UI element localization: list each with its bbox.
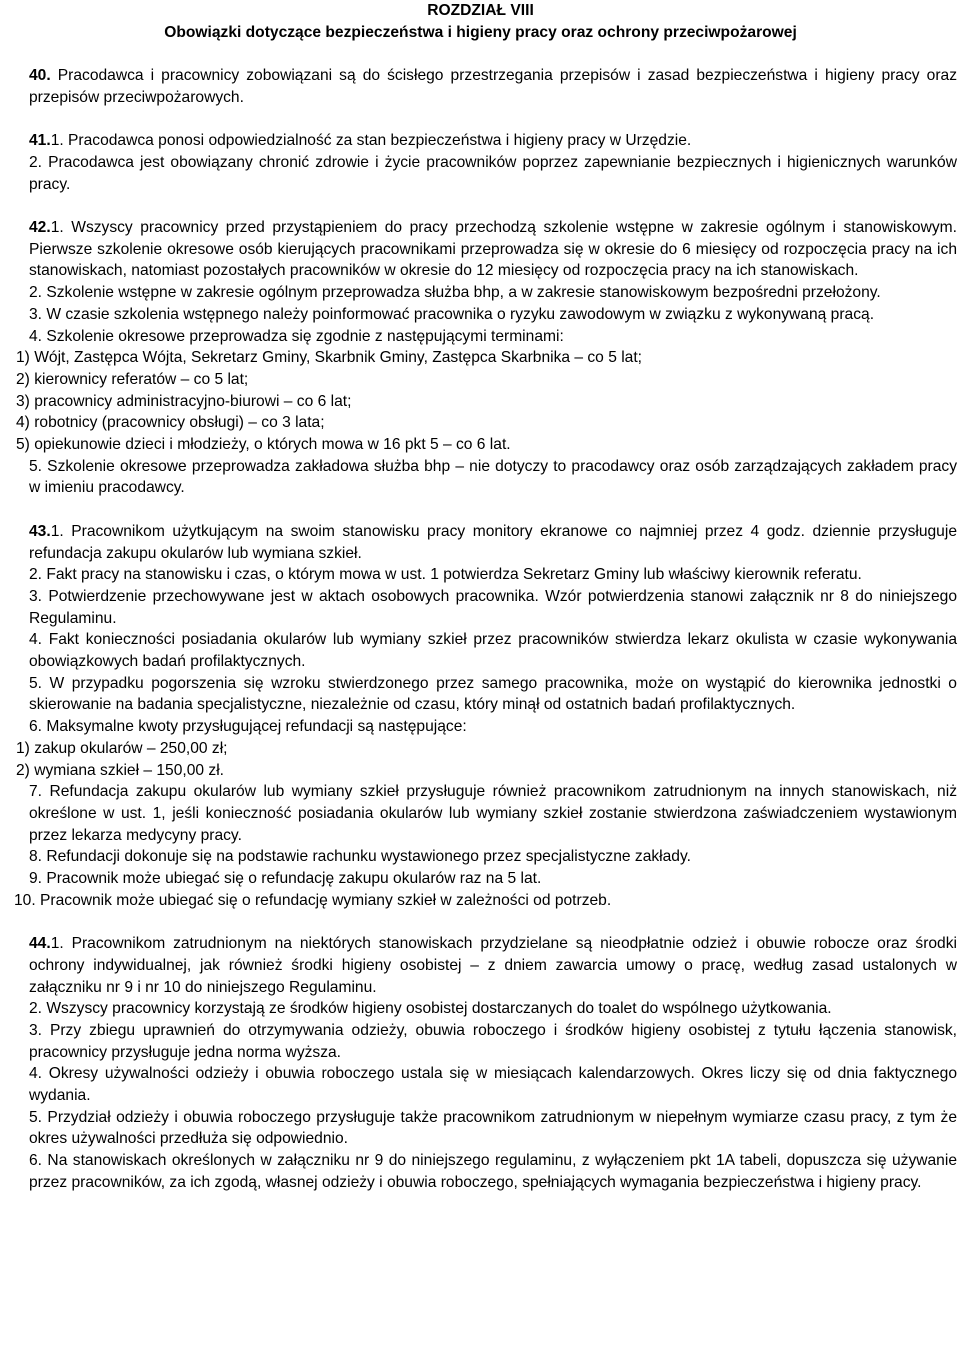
section-42-para-1 (4, 217, 957, 282)
list-item: 1) zakup okularów – 250,00 zł; (16, 739, 228, 757)
spacer (4, 195, 957, 217)
section-number: 44. (29, 935, 51, 953)
section-43-para-5: 5. W przypadku pogorszenia się wzroku stwierdzonego przez samego pracownika, może on wystąpić do kierownika jednostki o skierowanie na badania specjalistyczne, niezależnie od czasu, który minął od ostatnich badań profilaktycznych. (29, 674, 957, 714)
section-number: 41. (29, 132, 51, 150)
spacer (4, 109, 957, 131)
section-41-para-1 (4, 130, 957, 152)
section-number: 42. (29, 218, 51, 236)
list-item: 2) kierownicy referatów – co 5 lat; (16, 370, 249, 388)
section-number: 40. (29, 67, 51, 85)
list-item: 1) Wójt, Zastępca Wójta, Sekretarz Gminy, Skarbnik Gminy, Zastępca Skarbnika – co 5 lat; (16, 349, 642, 367)
section-43-para-3: 3. Potwierdzenie przechowywane jest w aktach osobowych pracownika. Wzór potwierdzenia stanowi załącznik nr 8 do niniejszego Regulaminu. (29, 587, 957, 627)
section-number: 43. (29, 522, 51, 540)
section-42-para-4: 4. Szkolenie okresowe przeprowadza się zgodnie z następującymi terminami: (29, 327, 564, 345)
section-44-para-5: 5. Przydział odzieży i obuwia roboczego przysługuje także pracownikom zatrudnionym w niepełnym wymiarze czasu pracy, z tym że okres używalności przedłuża się odpowiednio. (29, 1108, 957, 1148)
paragraph-text: 1. Pracownikom zatrudnionym na niektórych stanowiskach przydzielane są nieodpłatnie odzież i obuwie robocze oraz środki ochrony indywidualnej, jak również środki higieny osobistej – z dniem zawarcia umowy o pracę, według zasad ustalonych w załączniku nr 9 i nr 10 do niniejszego Regulaminu. (29, 935, 957, 996)
section-43-para-9: 9. Pracownik może ubiegać się o refundację zakupu okularów raz na 5 lat. (29, 870, 542, 888)
section-43-para-1 (4, 521, 957, 564)
chapter-title: ROZDZIAŁ VIII (427, 2, 534, 19)
paragraph-text: 1. Wszyscy pracownicy przed przystąpieniem do pracy przechodzą szkolenie wstępne w zakresie ogólnym i stanowiskowym. Pierwsze szkolenie okresowe osób kierujących pracownikami przeprowadza się w okresie do 6 miesięcy od rozpoczęcia pracy na ich stanowiskach, natomiast pozostałych pracowników w okresie do 12 miesięcy od rozpoczęcia pracy na ich stanowiskach. (29, 218, 957, 280)
chapter-subtitle: Obowiązki dotyczące bezpieczeństwa i higieny pracy oraz ochrony przeciwpożarowej (164, 23, 797, 41)
paragraph-text: 1. Pracownikom użytkującym na swoim stanowisku pracy monitory ekranowe co najmniej przez 4 godz. dziennie przysługuje refundacja zakupu okularów lub wymiana szkieł. (29, 522, 957, 562)
section-44-para-3: 3. Przy zbiegu uprawnień do otrzymywania odzieży, obuwia roboczego i środków higieny osobistej z tytułu łączenia stanowisk, pracownicy przysługuje jedna norma wyższa. (29, 1021, 957, 1061)
spacer (4, 499, 957, 521)
section-text: Pracodawca i pracownicy zobowiązani są do ścisłego przestrzegania przepisów i zasad bezpieczeństwa i higieny pracy oraz przepisów przeciwpożarowych. (29, 67, 957, 106)
paragraph-text: 1. Pracodawca ponosi odpowiedzialność za stan bezpieczeństwa i higieny pracy w Urzędzie. (50, 132, 692, 150)
section-44-para-1 (4, 933, 957, 998)
spacer (4, 43, 957, 65)
section-43-para-2: 2. Fakt pracy na stanowisku i czas, o którym mowa w ust. 1 potwierdza Sekretarz Gminy lub właściwy kierownik referatu. (29, 566, 862, 584)
section-42-para-2: 2. Szkolenie wstępne w zakresie ogólnym przeprowadza służba bhp, a w zakresie stanowiskowym bezpośredni przełożony. (29, 284, 881, 302)
section-40 (4, 65, 957, 108)
section-43-para-10: 10. Pracownik może ubiegać się o refundację wymiany szkieł w zależności od potrzeb. (14, 891, 612, 909)
list-item: 2) wymiana szkieł – 150,00 zł. (16, 761, 225, 779)
section-43-para-6: 6. Maksymalne kwoty przysługującej refundacji są następujące: (29, 718, 467, 736)
list-item: 3) pracownicy administracyjno-biurowi – co 6 lat; (16, 392, 352, 410)
spacer (4, 911, 957, 933)
section-41-para-2: 2. Pracodawca jest obowiązany chronić zdrowie i życie pracowników poprzez zapewnianie bezpiecznych i higienicznych warunków pracy. (29, 153, 957, 193)
list-item: 4) robotnicy (pracownicy obsługi) – co 3 lata; (16, 414, 325, 432)
section-42-para-3: 3. W czasie szkolenia wstępnego należy poinformować pracownika o ryzyku zawodowym w związku z wykonywaną pracą. (29, 305, 875, 323)
section-44-para-4: 4. Okresy używalności odzieży i obuwia roboczego ustala się w miesiącach kalendarzowych. Okres liczy się od dnia faktycznego wydania. (29, 1065, 957, 1105)
section-43-para-8: 8. Refundacji dokonuje się na podstawie rachunku wystawionego przez specjalistyczne zakłady. (29, 848, 691, 866)
section-43-para-4: 4. Fakt konieczności posiadania okularów lub wymiany szkieł przez pracowników stwierdza lekarz okulista w czasie wykonywania obowiązkowych badań profilaktycznych. (29, 631, 957, 671)
section-42-para-5: 5. Szkolenie okresowe przeprowadza zakładowa służba bhp – nie dotyczy to pracodawcy oraz osób zarządzających zakładem pracy w imieniu pracodawcy. (29, 457, 957, 497)
section-43-para-7: 7. Refundacja zakupu okularów lub wymiany szkieł przysługuje również pracownikom zatrudnionym na innych stanowiskach, niż określone w ust. 1, jeśli konieczność posiadania okularów lub wymiany szkieł zostanie stwierdzona zaświadczeniem wystawionym przez lekarza medycyny pracy. (29, 783, 957, 844)
list-item: 5) opiekunowie dzieci i młodzieży, o których mowa w 16 pkt 5 – co 6 lat. (16, 436, 511, 454)
section-44-para-6: 6. Na stanowiskach określonych w załączniku nr 9 do niniejszego regulaminu, z wyłączeniem pkt 1A tabeli, dopuszcza się używanie przez pracowników, za ich zgodą, własnej odzieży i obuwia roboczego, spełniających wymagania bezpieczeństwa i higieny pracy. (29, 1152, 957, 1191)
section-44-para-2: 2. Wszyscy pracownicy korzystają ze środków higieny osobistej dostarczanych do toalet do wspólnego użytkowania. (29, 1000, 832, 1018)
